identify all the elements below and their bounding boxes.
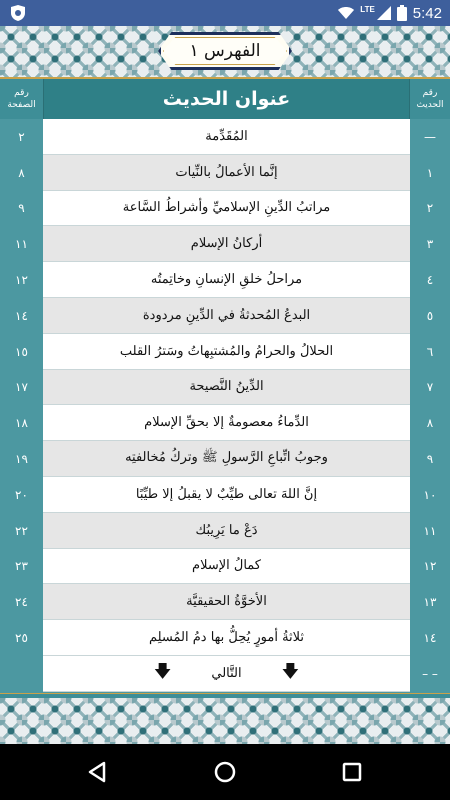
arrow-down-icon: 🡇 [281,661,300,682]
hadith-number: ٦ [426,344,434,359]
hadith-number: ١٣ [423,595,437,610]
back-icon[interactable] [84,758,112,786]
hadith-title[interactable]: المُقَدِّمة [43,119,410,155]
hadith-title[interactable]: ثلاثةُ أمورٍ يُحِلُّ بها دمُ المُسلِم [43,620,410,656]
page-number: ٢ [18,129,25,144]
hadith-number: ١ [426,165,434,180]
page-number: ١٢ [15,273,28,288]
table-row[interactable] [0,620,450,656]
hadith-number: ٢ [426,201,434,216]
table-row[interactable] [0,584,450,620]
table-header [0,77,450,119]
battery-icon [397,5,407,21]
hadith-number: — [424,129,436,144]
recents-icon[interactable] [338,758,366,786]
table-row[interactable] [0,513,450,549]
hadith-title[interactable]: دَعْ ما يَرِيبُك [43,513,410,549]
page-number: ٢٢ [15,523,28,538]
table-row[interactable] [0,334,450,370]
page-number: ٢٤ [15,595,28,610]
next-label: التَّالي [211,665,242,681]
table-row[interactable] [0,370,450,406]
page-number: ١١ [15,237,28,252]
hadith-title[interactable]: مراتبُ الدِّينِ الإسلاميِّ وأشراطُ السَّاعة [43,191,410,227]
page-number: ٢٥ [15,631,28,646]
hadith-title[interactable]: وجوبُ اتِّباعِ الرَّسولِ ﷺ وتركُ مُخالفتِه [43,441,410,477]
page-number: ١٧ [15,380,28,395]
page-number: ١٥ [15,344,28,359]
hadith-title[interactable]: مراحلُ خلقِ الإنسانِ وخاتِمتُه [43,262,410,298]
hadith-title[interactable]: كمالُ الإسلام [43,549,410,585]
hadith-title[interactable]: أركانُ الإسلام [43,226,410,262]
bottom-ornament [0,698,450,744]
next-page-button[interactable] [43,656,410,692]
hadith-title[interactable]: إنَّما الأعمالُ بالنِّيات [43,155,410,191]
hadith-title[interactable]: الأخوَّةُ الحقيقيَّة [43,584,410,620]
hadith-title[interactable]: الدِّماءُ معصومةٌ إلا بحقِّ الإسلام [43,405,410,441]
number-column-header: رقم الحديث [416,88,444,110]
hadith-number: ٨ [426,416,434,431]
page-number: ٢٠ [15,487,28,502]
hadith-number: ١٢ [423,559,437,574]
next-page-row[interactable] [0,656,450,692]
index-title: الفهرس ١ [189,41,261,61]
table-row[interactable] [0,119,450,155]
status-bar [0,0,450,26]
clock: 5:42 [412,4,442,22]
page-number: ٢٣ [15,559,28,574]
hadith-number: ٩ [426,452,434,467]
hadith-number: ٣ [426,237,434,252]
hadith-title[interactable]: الحلالُ والحرامُ والمُشتبِهاتُ وسَترُ القلب [43,334,410,370]
page-number: ٩ [18,201,25,216]
hadith-title[interactable]: البدعُ المُحدثةُ في الدِّينِ مردودة [43,298,410,334]
table-row[interactable] [0,191,450,227]
home-icon[interactable] [211,758,239,786]
system-nav-bar [0,744,450,800]
hadith-index-table [0,119,450,693]
shield-app-icon [10,4,26,22]
title-badge [158,32,292,70]
table-row[interactable] [0,298,450,334]
page-number: ١٨ [15,416,28,431]
table-row[interactable] [0,262,450,298]
table-row[interactable] [0,226,450,262]
hadith-number: ٧ [426,380,434,395]
page-number: ١٤ [15,308,28,323]
table-row[interactable] [0,477,450,513]
table-row[interactable] [0,155,450,191]
table-row[interactable] [0,441,450,477]
hadith-number: – – [422,666,438,681]
hadith-number: ٤ [426,273,434,288]
wifi-icon [338,5,354,21]
page-column-header: رقم الصفحة [7,88,36,110]
hadith-number: ١٤ [423,631,437,646]
page-number: ١٩ [15,452,28,467]
hadith-number: ١١ [423,523,437,538]
arrow-down-icon: 🡇 [153,661,172,682]
signal-icon [377,6,391,20]
table-row[interactable] [0,405,450,441]
page-number: ٨ [18,165,25,180]
table-row[interactable] [0,549,450,585]
hadith-number: ١٠ [423,487,437,502]
title-column-header: عنوان الحديث [43,79,410,119]
hadith-title[interactable]: إنَّ اللهَ تعالى طيِّبٌ لا يقبلُ إلا طيِّبًا [43,477,410,513]
hadith-title[interactable]: الدِّينُ النَّصيحة [43,370,410,406]
hadith-number: ٥ [426,308,434,323]
network-type-label: LTE [360,5,375,14]
